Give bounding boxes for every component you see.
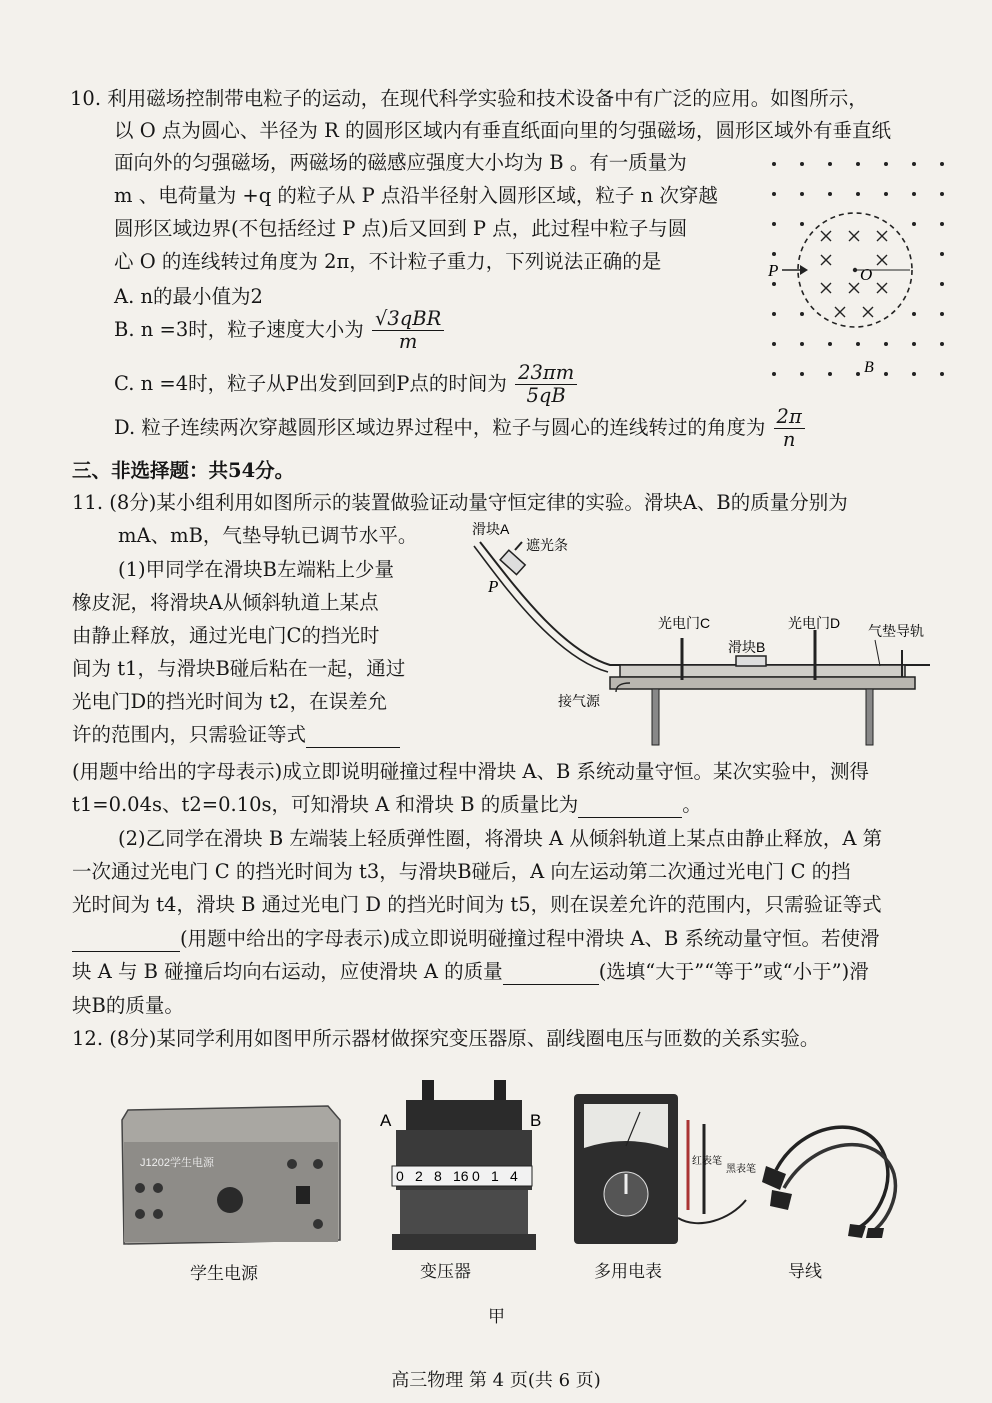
- q10-option-b: [114, 308, 446, 353]
- field-dot: [828, 162, 832, 166]
- field-dot: [800, 162, 804, 166]
- transformer-top-yoke: [406, 1100, 522, 1130]
- q10-option-c-text: C. n =4时，粒子从P出发到回到P点的时间为: [114, 372, 507, 395]
- field-dot: [884, 342, 888, 346]
- transformer-photo: [378, 1074, 550, 1254]
- field-cross: [863, 307, 873, 317]
- section-title: 三、非选择题：共54分。: [72, 459, 295, 482]
- turns-digit: 1: [491, 1168, 499, 1184]
- q11-p1-line2: 橡皮泥，将滑块A从倾斜轨道上某点: [72, 591, 379, 614]
- black-probe-label: 黑表笔: [726, 1164, 756, 1175]
- terminal-4: [153, 1209, 163, 1219]
- q11-p2-line2: 一次通过光电门 C 的挡光时间为 t3，与滑块B碰后，A 向左运动第二次通过光电门 C 的挡: [72, 860, 851, 883]
- q10-option-d-den: n: [782, 428, 796, 451]
- field-dot: [940, 312, 944, 316]
- field-dot: [940, 282, 944, 286]
- turns-digit: 0: [472, 1168, 480, 1184]
- q11-p1-line6: [72, 722, 400, 748]
- q10-option-c-fraction: [515, 362, 577, 407]
- field-dot: [772, 282, 776, 286]
- q10-line2: 以 O 点为圆心、半径为 R 的圆形区域内有垂直纸面向里的匀强磁场，圆形区域外有垂直纸: [114, 119, 891, 142]
- field-cross: [877, 231, 887, 241]
- answer-blank-4[interactable]: [503, 964, 599, 985]
- field-dot: [940, 342, 944, 346]
- q11-airtrack-figure: [470, 520, 950, 752]
- caption-power-supply: 学生电源: [190, 1264, 258, 1284]
- field-dot: [800, 372, 804, 376]
- page-footer: 高三物理 第 4 页(共 6 页): [391, 1370, 601, 1391]
- q10-option-c: [114, 362, 579, 407]
- air-track-label: 气垫导轨: [868, 623, 924, 639]
- field-dot: [772, 372, 776, 376]
- clip-2: [770, 1190, 792, 1210]
- q11-p1-line6-text: 许的范围内，只需验证等式: [72, 723, 307, 746]
- q11-p1-line4: 间为 t1，与滑块B碰后粘在一起，通过: [72, 657, 406, 680]
- answer-blank-2[interactable]: [578, 797, 682, 818]
- field-dot: [772, 252, 776, 256]
- q10-option-d-fraction: [774, 406, 805, 451]
- field-cross: [877, 283, 887, 293]
- slider-a-label: 滑块A: [472, 521, 510, 537]
- answer-blank-1[interactable]: [306, 727, 400, 748]
- q11-p2-line5-end: (选填“大于”“等于”或“小于”)滑: [598, 960, 869, 983]
- field-dot: [856, 162, 860, 166]
- q10-line3: 面向外的匀强磁场，两磁场的磁感应强度大小均为 B 。有一质量为: [114, 151, 687, 174]
- clamp-screw-right: [494, 1080, 506, 1102]
- air-track-pointer: [875, 640, 880, 666]
- q10-line4: m 、电荷量为 +q 的粒子从 P 点沿半径射入圆形区域，粒子 n 次穿越: [114, 184, 718, 207]
- q11-p1-line8-end: 。: [682, 793, 702, 816]
- field-dot: [828, 342, 832, 346]
- clamp-screw-left: [422, 1080, 434, 1102]
- coil-b-label: B: [530, 1111, 542, 1130]
- field-cross: [877, 255, 887, 265]
- answer-blank-3[interactable]: [72, 931, 180, 952]
- q11-p2-line1: (2)乙同学在滑块 B 左端装上轻质弹性圈，将滑块 A 从倾斜轨道上某点由静止释放，A 第: [118, 827, 883, 850]
- field-dot: [884, 192, 888, 196]
- q11-p1-line7: (用题中给出的字母表示)成立即说明碰撞过程中滑块 A、B 系统动量守恒。某次实验中，测得: [72, 760, 870, 783]
- clip-4: [866, 1228, 884, 1238]
- field-dot: [884, 162, 888, 166]
- field-dot: [912, 222, 916, 226]
- q10-option-d-text: D. 粒子连续两次穿越圆形区域边界过程中，粒子与圆心的连线转过的角度为: [114, 416, 766, 439]
- field-dot: [772, 342, 776, 346]
- field-b-label: B: [864, 359, 874, 376]
- field-dot: [912, 162, 916, 166]
- track-leg-left: [652, 689, 659, 745]
- air-source-label: 接气源: [558, 693, 600, 709]
- red-probe-label: 红表笔: [692, 1156, 722, 1167]
- field-dot: [940, 222, 944, 226]
- turns-digit: 8: [434, 1168, 442, 1184]
- point-p-label: P: [488, 577, 499, 596]
- field-cross: [821, 255, 831, 265]
- q11-p2-line4-text: (用题中给出的字母表示)成立即说明碰撞过程中滑块 A、B 系统动量守恒。若使滑: [180, 927, 880, 950]
- center-o-label: O: [860, 265, 873, 284]
- field-cross: [849, 283, 859, 293]
- q10-line5: 圆形区域边界(不包括经过 P 点)后又回到 P 点，此过程中粒子与圆: [114, 217, 688, 240]
- terminal-5: [287, 1159, 297, 1169]
- outer-field-dots: [772, 162, 944, 376]
- terminal-2: [153, 1183, 163, 1193]
- q11-p1-line8: [72, 792, 702, 818]
- q11-p1-line3: 由静止释放，通过光电门C的挡光时: [72, 624, 380, 647]
- power-supply-photo: [118, 1102, 344, 1254]
- q11-line2: mA、mB，气垫导轨已调节水平。: [118, 524, 418, 547]
- clip-1: [762, 1166, 786, 1190]
- field-dot: [828, 372, 832, 376]
- q10-option-b-num: √3qBR: [372, 308, 444, 331]
- terminal-6: [313, 1159, 323, 1169]
- track-leg-right: [866, 689, 873, 745]
- field-dot: [912, 342, 916, 346]
- figure-label: 甲: [488, 1307, 505, 1327]
- field-dot: [772, 192, 776, 196]
- turns-digit: 0: [396, 1168, 404, 1184]
- slider-b: [736, 656, 766, 666]
- field-cross: [849, 231, 859, 241]
- field-cross: [821, 283, 831, 293]
- field-cross: [821, 231, 831, 241]
- field-dot: [884, 372, 888, 376]
- field-dot: [940, 252, 944, 256]
- terminal-3: [135, 1209, 145, 1219]
- field-dot: [856, 342, 860, 346]
- terminal-1: [135, 1183, 145, 1193]
- power-switch: [296, 1186, 310, 1204]
- ramp-curve-lower: [474, 546, 608, 672]
- q11-p1-line8-text: t1=0.04s、t2=0.10s，可知滑块 A 和滑块 B 的质量比为: [72, 793, 579, 816]
- turns-digit: 2: [415, 1168, 423, 1184]
- point-p-label: P: [768, 261, 779, 280]
- field-dot: [772, 222, 776, 226]
- field-dot: [800, 192, 804, 196]
- wire-2: [784, 1145, 895, 1232]
- multimeter-photo: [570, 1090, 770, 1250]
- field-cross: [835, 307, 845, 317]
- inner-field-crosses: [821, 231, 887, 317]
- turns-digit: 16: [453, 1168, 469, 1184]
- field-dot: [940, 372, 944, 376]
- q10-option-d: [114, 406, 807, 451]
- field-dot: [800, 312, 804, 316]
- q10-option-d-num: 2π: [774, 406, 805, 429]
- caption-transformer: 变压器: [420, 1262, 471, 1282]
- q12-line1: 12. (8分)某同学利用如图甲所示器材做探究变压器原、副线圈电压与匝数的关系实验。: [72, 1027, 820, 1050]
- field-dot: [800, 222, 804, 226]
- field-dot: [856, 192, 860, 196]
- q10-option-c-den: 5qB: [526, 384, 566, 407]
- photogate-c-label: 光电门C: [658, 615, 711, 631]
- slider-b-label: 滑块B: [728, 639, 766, 655]
- field-dot: [940, 162, 944, 166]
- field-dot: [912, 372, 916, 376]
- q10-option-a: A. n的最小值为2: [114, 285, 263, 308]
- q10-option-b-den: m: [398, 330, 418, 353]
- caption-multimeter: 多用电表: [594, 1262, 662, 1282]
- q11-p1-line5: 光电门D的挡光时间为 t2，在误差允: [72, 690, 388, 713]
- shade-strip-label: 遮光条: [526, 537, 568, 553]
- q11-p2-line5: [72, 959, 869, 985]
- q11-p1-line1: (1)甲同学在滑块B左端粘上少量: [118, 558, 394, 581]
- q10-line6: 心 O 的连线转过角度为 2π，不计粒子重力，下列说法正确的是: [114, 250, 662, 273]
- q11-line1: 11. (8分)某小组利用如图所示的装置做验证动量守恒定律的实验。滑块A、B的质量分别为: [72, 491, 848, 514]
- q11-p2-line4: [72, 926, 880, 952]
- turns-digit: 4: [510, 1168, 518, 1184]
- field-dot: [772, 312, 776, 316]
- field-dot: [912, 312, 916, 316]
- field-dot: [828, 192, 832, 196]
- terminal-7: [313, 1219, 323, 1229]
- q11-p2-line6: 块B的质量。: [72, 994, 184, 1017]
- wires-photo: [762, 1110, 912, 1238]
- photogate-d-label: 光电门D: [788, 615, 841, 631]
- voltage-knob: [217, 1187, 243, 1213]
- q11-p2-line5-text: 块 A 与 B 碰撞后均向右运动，应使滑块 A 的质量: [72, 960, 503, 983]
- field-dot: [772, 162, 776, 166]
- coil-a-label: A: [380, 1111, 392, 1130]
- q10-option-b-text: B. n =3时，粒子速度大小为: [114, 318, 364, 341]
- caption-wires: 导线: [788, 1262, 822, 1282]
- q10-option-c-num: 23πm: [515, 362, 577, 385]
- air-track: [620, 665, 905, 677]
- field-dot: [912, 192, 916, 196]
- shade-strip: [515, 542, 522, 550]
- ramp-curve: [480, 542, 930, 665]
- q10-line1: 10. 利用磁场控制带电粒子的运动，在现代科学实验和技术设备中有广泛的应用。如图所示，: [70, 87, 868, 110]
- transformer-foot: [392, 1234, 536, 1250]
- track-base: [610, 677, 915, 689]
- field-dot: [856, 372, 860, 376]
- q10-field-figure: [760, 150, 950, 390]
- q11-p2-line3: 光时间为 t4，滑块 B 通过光电门 D 的挡光时间为 t5，则在误差允许的范围内，只需验证等式: [72, 893, 882, 916]
- field-dot: [800, 342, 804, 346]
- power-supply-model-label: J1202学生电源: [140, 1157, 214, 1169]
- q10-option-b-fraction: [372, 308, 444, 353]
- clip-3: [848, 1224, 866, 1238]
- entry-arrowhead: [800, 265, 808, 275]
- field-dot: [940, 192, 944, 196]
